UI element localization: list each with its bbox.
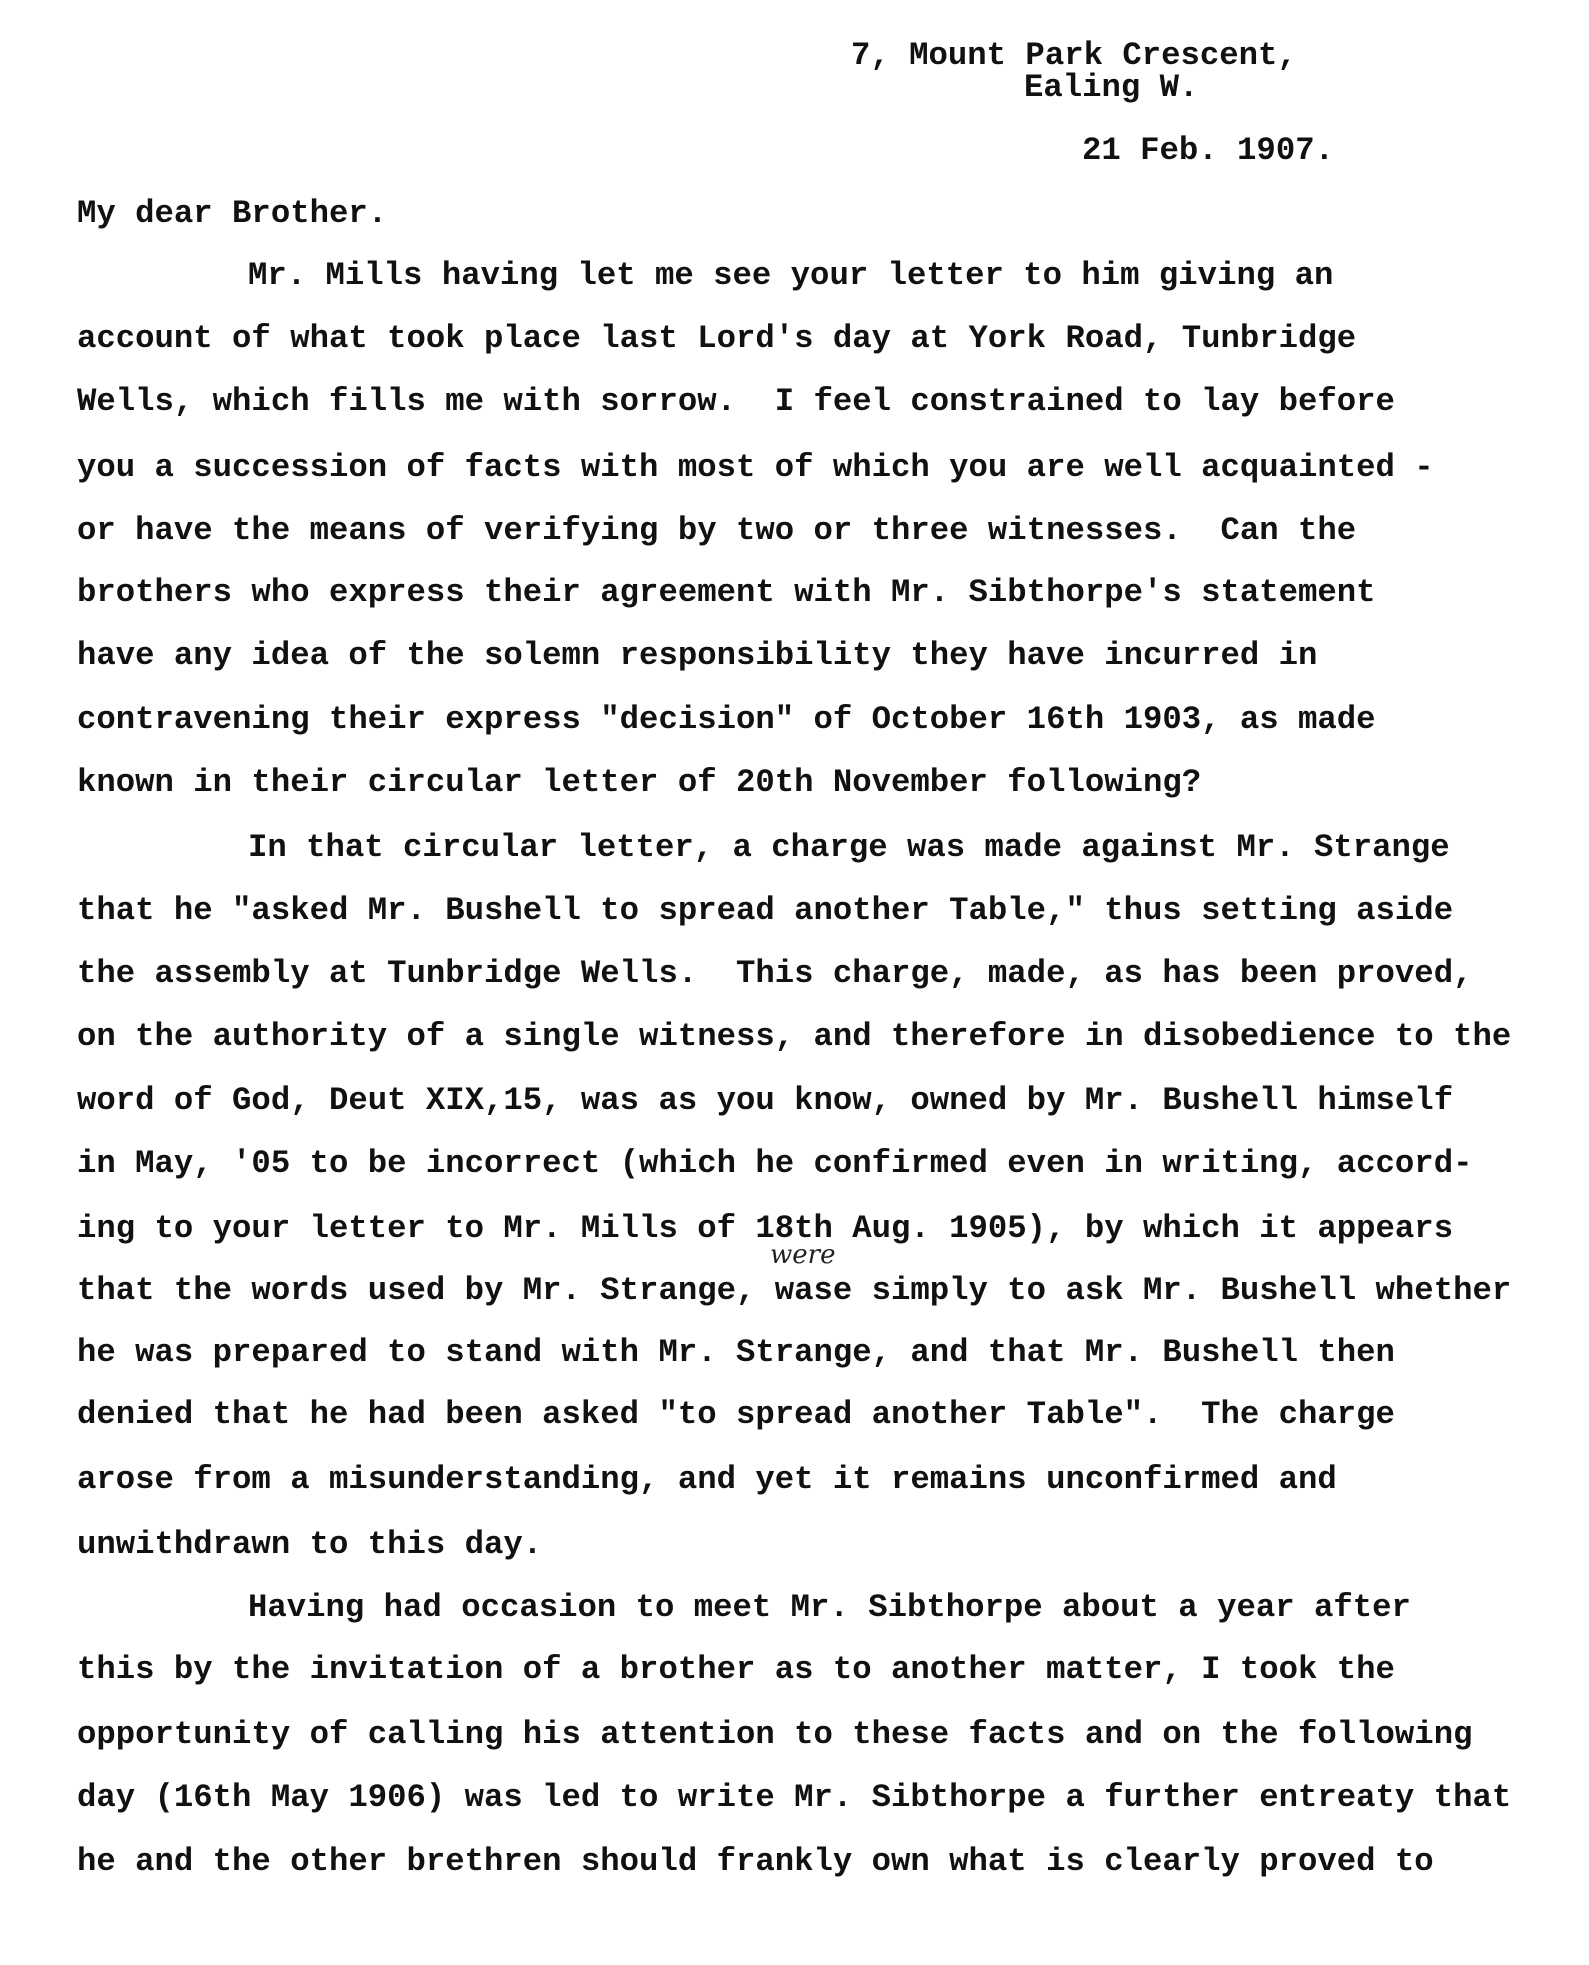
body-line: known in their circular letter of 20th November following?: [77, 764, 1202, 801]
body-line: he was prepared to stand with Mr. Strange, and that Mr. Bushell then: [77, 1334, 1395, 1371]
body-line: In that circular letter, a charge was made against Mr. Strange: [248, 829, 1450, 866]
body-line: unwithdrawn to this day.: [77, 1526, 543, 1563]
body-line: Mr. Mills having let me see your letter to him giving an: [248, 257, 1334, 294]
body-line: have any idea of the solemn responsibility they have incurred in: [77, 637, 1318, 674]
body-line: opportunity of calling his attention to these facts and on the following: [77, 1716, 1473, 1753]
address-line-2: Ealing W.: [1024, 69, 1199, 106]
body-line: or have the means of verifying by two or three witnesses. Can the: [77, 512, 1357, 549]
body-line: arose from a misunderstanding, and yet it remains unconfirmed and: [77, 1461, 1337, 1498]
body-line: this by the invitation of a brother as to another matter, I took the: [77, 1651, 1395, 1688]
body-line: Having had occasion to meet Mr. Sibthorpe about a year after: [248, 1589, 1411, 1626]
body-line: Wells, which fills me with sorrow. I feel constrained to lay before: [77, 383, 1395, 420]
body-line: he and the other brethren should frankly own what is clearly proved to: [77, 1843, 1434, 1880]
body-line: contravening their express "decision" of October 16th 1903, as made: [77, 701, 1376, 738]
body-line: in May, '05 to be incorrect (which he confirmed even in writing, accord-: [77, 1145, 1473, 1182]
body-line: brothers who express their agreement with Mr. Sibthorpe's statement: [77, 574, 1376, 611]
body-line: on the authority of a single witness, and therefore in disobedience to the: [77, 1018, 1512, 1055]
body-line: you a succession of facts with most of which you are well acquainted -: [77, 449, 1434, 486]
handwritten-correction: were: [770, 1240, 836, 1270]
body-line: that the words used by Mr. Strange, wase simply to ask Mr. Bushell whether: [77, 1272, 1512, 1309]
address-line-1: 7, Mount Park Crescent,: [851, 37, 1297, 74]
body-line: account of what took place last Lord's day at York Road, Tunbridge: [77, 320, 1357, 357]
body-line: word of God, Deut XIX,15, was as you know, owned by Mr. Bushell himself: [77, 1082, 1454, 1119]
body-line: ing to your letter to Mr. Mills of 18th Aug. 1905), by which it appears: [77, 1210, 1454, 1247]
letter-date: 21 Feb. 1907.: [1082, 132, 1334, 169]
body-line: day (16th May 1906) was led to write Mr. Sibthorpe a further entreaty that: [77, 1779, 1512, 1816]
body-line: the assembly at Tunbridge Wells. This charge, made, as has been proved,: [77, 955, 1473, 992]
salutation: My dear Brother.: [77, 195, 388, 232]
body-line: that he "asked Mr. Bushell to spread another Table," thus setting aside: [77, 892, 1454, 929]
body-line: denied that he had been asked "to spread another Table". The charge: [77, 1396, 1395, 1433]
